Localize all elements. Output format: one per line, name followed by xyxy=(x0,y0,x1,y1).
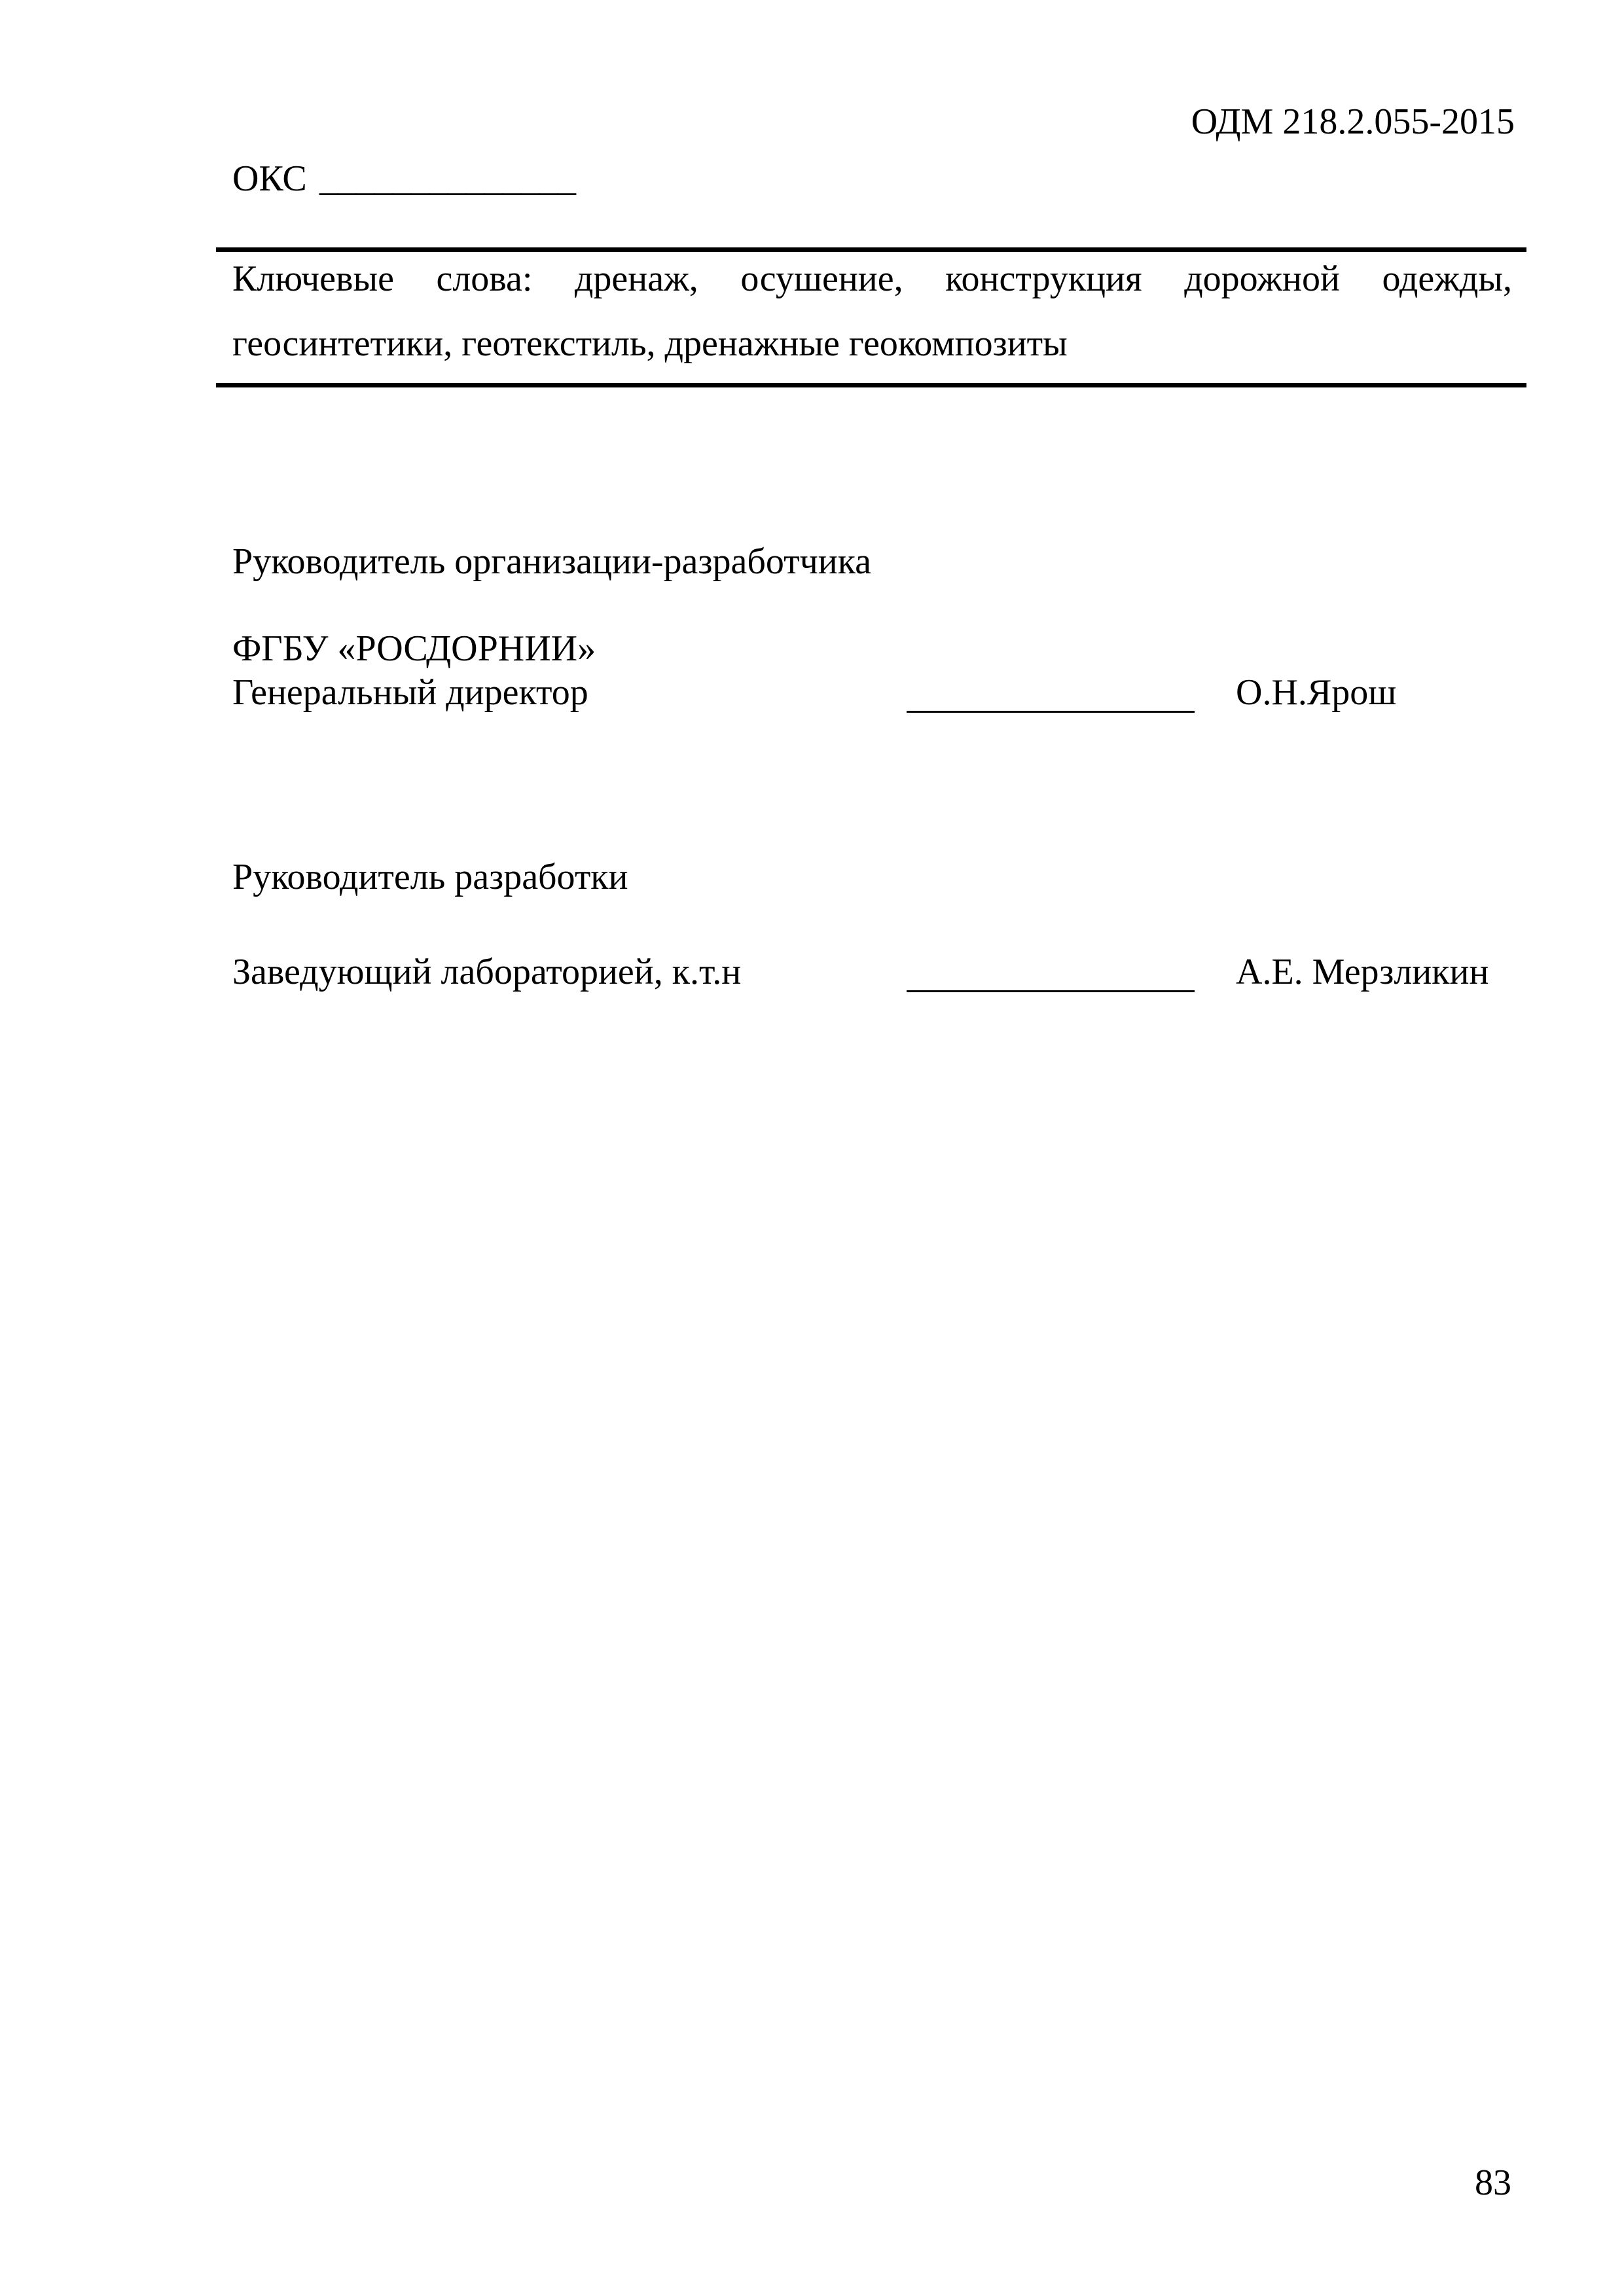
oks-label: ОКС xyxy=(232,158,307,199)
organization-name: ФГБУ «РОСДОРНИИ» xyxy=(232,628,596,669)
organization-head-name: О.Н.Ярош xyxy=(1236,672,1397,713)
organization-head-heading: Руководитель организации-разработчика xyxy=(232,541,871,582)
keywords-line-1: Ключевые слова: дренаж, осушение, конструкция дорожной одежды, xyxy=(232,259,1512,299)
keywords-bottom-rule xyxy=(216,383,1526,387)
keywords-top-rule xyxy=(216,247,1526,252)
development-head-signature-line xyxy=(907,990,1195,992)
development-head-heading: Руководитель разработки xyxy=(232,857,628,897)
organization-head-position: Генеральный директор xyxy=(232,672,588,713)
document-code: ОДМ 218.2.055-2015 xyxy=(1191,101,1515,142)
keywords-line-2: геосинтетики, геотекстиль, дренажные геокомпозиты xyxy=(232,323,1068,364)
oks-blank: ______________ xyxy=(319,158,576,199)
page-number: 83 xyxy=(1475,2162,1511,2203)
development-head-name: А.Е. Мерзликин xyxy=(1236,952,1489,992)
organization-head-signature-line xyxy=(907,711,1195,713)
development-head-position: Заведующий лабораторией, к.т.н xyxy=(232,952,742,992)
